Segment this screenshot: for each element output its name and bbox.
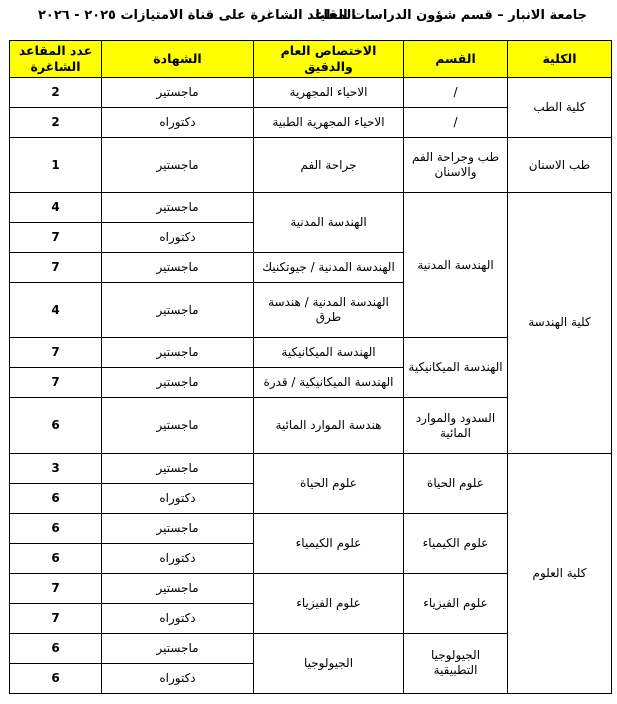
seats-cell: 2 xyxy=(10,78,102,108)
degree-cell: ماجستير xyxy=(102,633,254,663)
seats-cell: 3 xyxy=(10,453,102,483)
degree-cell: ماجستير xyxy=(102,253,254,283)
degree-cell: ماجستير xyxy=(102,398,254,453)
table-row xyxy=(10,78,612,108)
column-header-degree: الشهادة xyxy=(102,41,254,78)
department-cell: الهندسة الميكانيكية xyxy=(404,338,508,398)
college-cell: كلية العلوم xyxy=(508,453,612,693)
college-cell: طب الاسنان xyxy=(508,138,612,193)
specialization-cell: الهندسة المدنية xyxy=(254,193,404,253)
specialization-cell: علوم الكيمياء xyxy=(254,513,404,573)
degree-cell: ماجستير xyxy=(102,368,254,398)
seats-cell: 7 xyxy=(10,338,102,368)
vacant-seats-table xyxy=(9,40,612,694)
seats-cell: 4 xyxy=(10,283,102,338)
column-header-college: الكلية xyxy=(508,41,612,78)
degree-cell: ماجستير xyxy=(102,513,254,543)
seats-cell: 6 xyxy=(10,663,102,693)
degree-cell: ماجستير xyxy=(102,338,254,368)
degree-cell: دكتوراه xyxy=(102,223,254,253)
vacant-seats-title: المقاعد الشاغرة على قناة الامتيازات ٢٠٢٥ - ٢٠٢٦ xyxy=(38,8,356,23)
table-row xyxy=(10,453,612,483)
department-cell: علوم الحياة xyxy=(404,453,508,513)
specialization-cell: الاحياء المجهرية xyxy=(254,78,404,108)
college-cell: كلية الطب xyxy=(508,78,612,138)
seats-cell: 6 xyxy=(10,543,102,573)
degree-cell: دكتوراه xyxy=(102,543,254,573)
table-row xyxy=(10,193,612,223)
department-cell: الجيولوجيا التطبيقية xyxy=(404,633,508,693)
column-header-specialization: الاختصاص العام والدقيق xyxy=(254,41,404,78)
specialization-cell: هندسة الموارد المائية xyxy=(254,398,404,453)
degree-cell: دكتوراه xyxy=(102,483,254,513)
department-cell: علوم الكيمياء xyxy=(404,513,508,573)
department-cell: طب وجراحة الفم والاسنان xyxy=(404,138,508,193)
specialization-cell: جراحة الفم xyxy=(254,138,404,193)
degree-cell: ماجستير xyxy=(102,78,254,108)
specialization-cell: علوم الحياة xyxy=(254,453,404,513)
seats-cell: 6 xyxy=(10,633,102,663)
specialization-cell: علوم الفيزياء xyxy=(254,573,404,633)
seats-cell: 6 xyxy=(10,513,102,543)
department-cell: / xyxy=(404,108,508,138)
page-header xyxy=(8,4,609,30)
degree-cell: ماجستير xyxy=(102,138,254,193)
department-cell: الهندسة المدنية xyxy=(404,193,508,338)
column-header-seats: عدد المقاعد الشاغرة xyxy=(10,41,102,78)
table-header-row xyxy=(10,41,612,78)
specialization-cell: الهندسة المدنية / جيوتكنيك xyxy=(254,253,404,283)
degree-cell: ماجستير xyxy=(102,573,254,603)
seats-cell: 7 xyxy=(10,368,102,398)
specialization-cell: الهندسة المدنية / هندسة طرق xyxy=(254,283,404,338)
department-cell: علوم الفيزياء xyxy=(404,573,508,633)
seats-cell: 4 xyxy=(10,193,102,223)
specialization-cell: الهندسة الميكانيكية xyxy=(254,338,404,368)
department-cell: / xyxy=(404,78,508,108)
degree-cell: دكتوراه xyxy=(102,663,254,693)
degree-cell: ماجستير xyxy=(102,453,254,483)
seats-cell: 7 xyxy=(10,573,102,603)
specialization-cell: الاحياء المجهرية الطبية xyxy=(254,108,404,138)
seats-cell: 2 xyxy=(10,108,102,138)
specialization-cell: الجيولوجيا xyxy=(254,633,404,693)
degree-cell: دكتوراه xyxy=(102,603,254,633)
degree-cell: دكتوراه xyxy=(102,108,254,138)
department-cell: السدود والموارد المائية xyxy=(404,398,508,453)
column-header-department: القسم xyxy=(404,41,508,78)
college-cell: كلية الهندسة xyxy=(508,193,612,453)
university-department-title: جامعة الانبار – قسم شؤون الدراسات العليا xyxy=(315,8,587,23)
seats-cell: 1 xyxy=(10,138,102,193)
seats-cell: 7 xyxy=(10,603,102,633)
seats-cell: 7 xyxy=(10,253,102,283)
seats-cell: 7 xyxy=(10,223,102,253)
seats-cell: 6 xyxy=(10,483,102,513)
degree-cell: ماجستير xyxy=(102,283,254,338)
table-row xyxy=(10,138,612,193)
specialization-cell: الهندسة الميكانيكية / قدرة xyxy=(254,368,404,398)
seats-cell: 6 xyxy=(10,398,102,453)
degree-cell: ماجستير xyxy=(102,193,254,223)
